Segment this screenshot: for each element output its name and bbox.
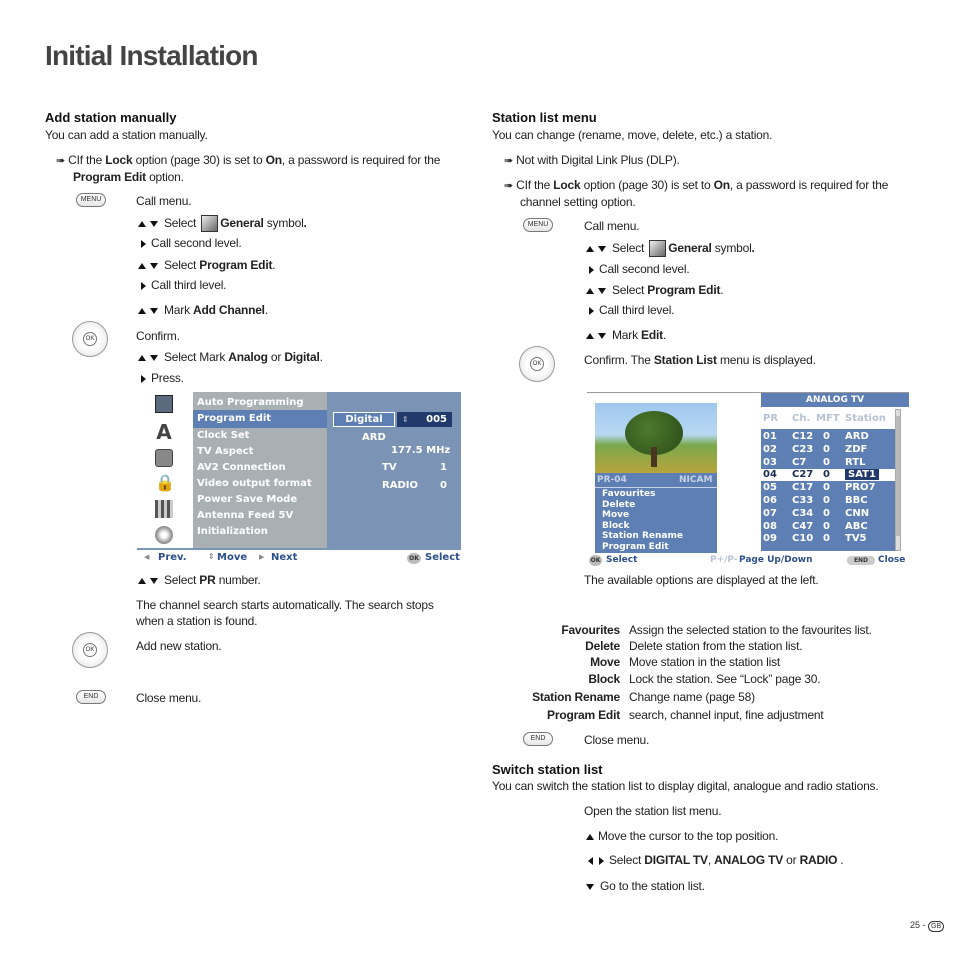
page-number: 25 - GB	[910, 920, 944, 932]
radio-label: RADIO	[382, 480, 418, 491]
col-ch: Ch.	[792, 413, 811, 424]
definition-desc: Lock the station. See “Lock” page 30.	[629, 672, 821, 686]
section-heading-switch-list: Switch station list	[492, 762, 603, 777]
station-mft: 0	[823, 431, 830, 442]
station-row[interactable]	[761, 469, 895, 481]
next-hint: Next	[271, 552, 298, 563]
station-name: ARD	[845, 431, 869, 442]
station-mft: 0	[823, 469, 830, 481]
definition-term: Move	[590, 655, 620, 669]
step-confirm-station-list: Confirm. The Station List menu is displayed.	[584, 353, 816, 367]
general-symbol-icon	[201, 215, 218, 232]
menu-icon-column	[137, 392, 193, 548]
list-header: ANALOG TV	[761, 393, 909, 407]
station-pr: 02	[763, 443, 777, 455]
film-icon	[155, 500, 173, 518]
move-hint: Move	[217, 552, 248, 563]
frequency: 177.5 MHz	[391, 445, 451, 456]
right-arrow-icon: ▶	[259, 553, 265, 561]
prev-hint: Prev.	[158, 552, 187, 563]
general-icon	[155, 395, 173, 413]
station-mft: 0	[823, 443, 830, 455]
step-close-menu: Close menu.	[136, 691, 202, 705]
station-mft: 0	[823, 482, 830, 494]
disc-icon	[155, 526, 173, 544]
select-hint: Select	[606, 555, 638, 565]
station-row[interactable]	[761, 457, 895, 469]
station-row[interactable]	[761, 495, 895, 507]
audio-icon	[155, 449, 173, 467]
station-channel: C12	[792, 431, 814, 442]
station-name: PRO7	[845, 482, 876, 494]
up-down-icon: ⇕	[402, 415, 409, 424]
definition-desc: Assign the selected station to the favourites list.	[629, 623, 872, 637]
station-name: CNN	[845, 507, 870, 519]
up-arrow-icon	[138, 578, 146, 584]
down-arrow-icon	[598, 246, 606, 252]
option-program-edit[interactable]: Program Edit	[602, 541, 669, 552]
step-call-third-level: Call third level.	[589, 302, 674, 318]
step-select-list-type: Select DIGITAL TV, ANALOG TV or RADIO .	[588, 852, 844, 868]
definition-term: Delete	[585, 639, 620, 653]
station-channel: C47	[792, 520, 814, 532]
channel-number-field[interactable]: ⇕ 005	[397, 412, 452, 427]
station-list-footer	[587, 553, 909, 568]
station-name: ZDF	[845, 443, 868, 455]
station-pr: 04	[763, 469, 777, 481]
digital-field[interactable]: Digital	[333, 412, 395, 427]
left-arrow-icon: ◀	[144, 553, 150, 561]
definition-desc: Delete station from the station list.	[629, 639, 803, 653]
down-arrow-icon	[150, 221, 158, 227]
station-pr: 03	[763, 456, 777, 468]
tv-value: 1	[440, 462, 447, 473]
station-name: RTL	[845, 456, 866, 468]
scrollbar[interactable]	[895, 409, 901, 551]
menu-item[interactable]: TV Aspect	[197, 446, 254, 457]
dlp-note: ➠ Not with Digital Link Plus (DLP).	[504, 153, 680, 167]
definition-desc: Change name (page 58)	[629, 690, 755, 704]
font-icon: A	[156, 420, 172, 444]
column-headers	[761, 409, 895, 429]
up-arrow-icon	[138, 221, 146, 227]
station-pr: 06	[763, 495, 777, 506]
step-mark-edit: Mark Edit.	[586, 327, 666, 343]
note-arrow-icon: ➠	[56, 155, 66, 167]
note-arrow-icon: ➠	[504, 180, 514, 192]
up-arrow-icon	[586, 246, 594, 252]
intro-text: You can change (rename, move, delete, etc.) a station.	[492, 128, 773, 142]
right-arrow-icon	[589, 266, 594, 274]
option-move[interactable]: Move	[602, 510, 630, 520]
up-arrow-icon	[138, 263, 146, 269]
station-row[interactable]	[761, 431, 895, 443]
step-close-menu: Close menu.	[584, 733, 650, 747]
page-title: Initial Installation	[45, 40, 258, 71]
station-row[interactable]	[761, 533, 895, 545]
ok-icon: OK	[590, 557, 601, 564]
definition-desc: search, channel input, fine adjustment	[629, 708, 824, 722]
options-caption: The available options are displayed at the left.	[584, 573, 819, 587]
down-arrow-icon	[150, 578, 158, 584]
option-block[interactable]: Block	[602, 520, 630, 531]
step-call-menu: Call menu.	[136, 194, 192, 208]
step-open-station-list: Open the station list menu.	[584, 804, 722, 818]
intro-text: You can add a station manually.	[45, 128, 208, 142]
menu-item[interactable]: AV2 Connection	[197, 462, 286, 473]
ok-button-icon: OK	[72, 321, 108, 357]
down-arrow-icon	[150, 263, 158, 269]
col-station: Station	[845, 413, 886, 424]
step-mark-add-channel: Mark Add Channel.	[138, 302, 268, 318]
station-channel: C17	[792, 482, 814, 494]
program-edit-menu-screenshot	[137, 392, 461, 568]
scroll-thumb[interactable]	[896, 416, 900, 536]
step-select-analog-digital: Select Mark Analog or Digital.	[138, 349, 323, 365]
step-call-second-level: Call second level.	[589, 261, 689, 277]
step-call-second-level: Call second level.	[141, 235, 241, 251]
up-arrow-icon	[586, 834, 594, 840]
right-arrow-icon	[589, 307, 594, 315]
up-arrow-icon	[138, 355, 146, 361]
station-mft: 0	[823, 495, 830, 506]
station-mft: 0	[823, 533, 830, 545]
up-arrow-icon	[586, 333, 594, 339]
lock-icon: 🔒	[155, 473, 175, 492]
station-channel: C7	[792, 456, 807, 468]
step-call-third-level: Call third level.	[141, 277, 226, 293]
divider	[595, 487, 717, 488]
station-channel: C10	[792, 533, 814, 545]
station-mft: 0	[823, 520, 830, 532]
end-icon: END	[847, 556, 875, 565]
menu-item-selected[interactable]: Program Edit	[197, 413, 272, 424]
option-station-rename[interactable]: Station Rename	[602, 531, 683, 541]
station-name: BBC	[845, 495, 868, 506]
right-arrow-icon	[599, 857, 604, 865]
step-call-menu: Call menu.	[584, 219, 640, 233]
tree-trunk	[651, 447, 657, 467]
col-mft: MFT	[816, 413, 840, 424]
menu-item[interactable]: Antenna Feed 5V	[197, 510, 294, 521]
menu-item[interactable]: Auto Programming	[197, 397, 304, 408]
definition-term: Station Rename	[532, 690, 620, 704]
station-pr: 08	[763, 520, 777, 532]
menu-footer	[137, 550, 461, 568]
station-pr: 05	[763, 482, 777, 494]
station-name: ABC	[845, 520, 868, 532]
menu-item-list	[193, 392, 327, 548]
right-arrow-icon	[141, 282, 146, 290]
definition-term: Program Edit	[547, 708, 620, 722]
left-arrow-icon	[588, 857, 593, 865]
definition-desc: Move station in the station list	[629, 655, 781, 669]
menu-item[interactable]: Video output format	[197, 478, 312, 489]
station-mft: 0	[823, 507, 830, 519]
station-channel: C23	[792, 443, 814, 455]
move-arrows-icon: ⇕	[208, 552, 215, 561]
step-move-cursor-top: Move the cursor to the top position.	[586, 828, 778, 844]
ok-button-icon: OK	[72, 632, 108, 668]
end-button-icon: END	[76, 690, 106, 704]
ok-button-icon: OK	[519, 346, 555, 382]
option-favourites[interactable]: Favourites	[602, 489, 656, 499]
station-mft: 0	[823, 456, 830, 468]
radio-value: 0	[440, 480, 447, 491]
down-arrow-icon	[586, 884, 594, 890]
tv-label: TV	[382, 462, 397, 473]
step-add-new-station: Add new station.	[136, 639, 222, 653]
station-list-menu-screenshot	[587, 392, 909, 567]
station-row[interactable]	[761, 508, 895, 520]
station-row[interactable]	[761, 444, 895, 456]
station-name: TV5	[845, 533, 867, 545]
step-select-program-edit: Select Program Edit.	[586, 282, 723, 298]
col-pr: PR	[763, 413, 779, 424]
step-confirm: Confirm.	[136, 329, 180, 343]
station-pr: 07	[763, 507, 777, 519]
select-hint: Select	[425, 552, 460, 563]
definition-term: Favourites	[561, 623, 620, 637]
page-hint: Page Up/Down	[739, 555, 813, 565]
preview-image	[595, 403, 717, 473]
down-arrow-icon	[150, 355, 158, 361]
end-button-icon: END	[523, 732, 553, 746]
menu-item[interactable]: Clock Set	[197, 430, 250, 441]
down-arrow-icon	[598, 333, 606, 339]
menu-button-icon: MENU	[523, 218, 553, 232]
step-select-program-edit: Select Program Edit.	[138, 257, 275, 273]
general-symbol-icon	[649, 240, 666, 257]
lock-note: ➠ CIf the Lock option (page 30) is set to On, a password is required for the channel setting option.	[504, 178, 889, 209]
note-arrow-icon: ➠	[504, 155, 514, 167]
right-arrow-icon	[141, 240, 146, 248]
menu-item[interactable]: Initialization	[197, 526, 268, 537]
search-paragraph: The channel search starts automatically. The search stops when a station is found.	[136, 598, 434, 628]
section-heading-station-list: Station list menu	[492, 110, 597, 125]
step-go-to-station-list: Go to the station list.	[586, 878, 705, 894]
step-select-general: Select General symbol.	[138, 215, 307, 232]
options-list	[602, 489, 683, 552]
station-name: SAT1	[845, 469, 879, 480]
options-panel	[595, 403, 717, 553]
station-row[interactable]	[761, 521, 895, 533]
up-arrow-icon	[586, 288, 594, 294]
lock-note: ➠ CIf the Lock option (page 30) is set to On, a password is required for the Program Edit option.	[56, 153, 441, 184]
station-channel: C33	[792, 495, 814, 506]
definition-term: Block	[588, 672, 620, 686]
step-select-pr: Select PR number.	[138, 572, 261, 588]
ok-icon: OK	[407, 553, 421, 564]
menu-button-icon: MENU	[76, 193, 106, 207]
station-channel: C34	[792, 507, 814, 519]
close-hint: Close	[878, 555, 906, 565]
page-keys-label: P+/P-	[710, 555, 738, 565]
nicam-label: NICAM	[679, 475, 713, 485]
option-delete[interactable]: Delete	[602, 499, 636, 510]
station-channel: C27	[792, 469, 814, 481]
menu-item[interactable]: Power Save Mode	[197, 494, 298, 505]
down-arrow-icon	[150, 308, 158, 314]
station-name: ARD	[362, 432, 386, 443]
pr-label: PR-04	[597, 475, 627, 485]
up-arrow-icon	[138, 308, 146, 314]
down-arrow-icon	[598, 288, 606, 294]
station-pr: 01	[763, 431, 777, 442]
right-arrow-icon	[141, 375, 146, 383]
station-list	[761, 429, 895, 551]
station-row[interactable]	[761, 482, 895, 494]
country-badge: GB	[928, 921, 944, 932]
switch-intro: You can switch the station list to display digital, analogue and radio stations.	[492, 779, 879, 793]
step-select-general: Select General symbol.	[586, 240, 755, 257]
station-pr: 09	[763, 533, 777, 545]
step-press: Press.	[141, 370, 184, 386]
section-heading-add-station: Add station manually	[45, 110, 177, 125]
